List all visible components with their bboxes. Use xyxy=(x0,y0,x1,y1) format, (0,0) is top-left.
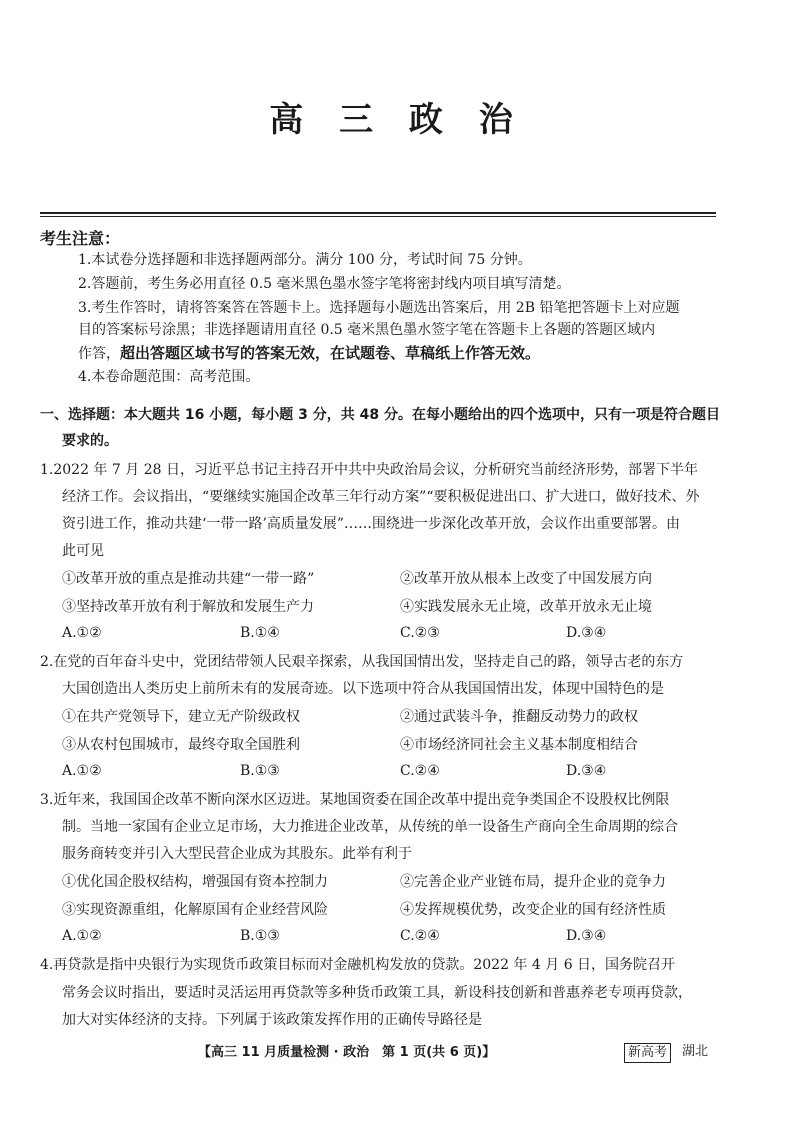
notice-item-3: 3.考生作答时，请将答案答在答题卡上。选择题每小题选出答案后，用 2B 铅笔把答题卡上对应题 xyxy=(78,300,680,316)
notice-item-2: 2.答题前，考生务必用直径 0.5 毫米黑色墨水签字笔将密封线内项目填写清楚。 xyxy=(78,276,571,292)
footer-text: 【高三 11 月质量检测 · 政治 第 1 页(共 6 页)】 xyxy=(198,1045,496,1060)
question-3-option-b[interactable]: B.①③ xyxy=(240,928,280,944)
page-title: 高 三 政 治 xyxy=(269,100,525,140)
question-2-option-a[interactable]: A.①② xyxy=(62,763,102,779)
notice-item-4: 4.本卷命题范围：高考范围。 xyxy=(78,369,260,385)
question-3-option-d[interactable]: D.③④ xyxy=(566,928,607,944)
question-1-statement-1: ①改革开放的重点是推动共建“一带一路” xyxy=(62,571,315,587)
section-heading: 一、选择题：本大题共 16 小题，每小题 3 分，共 48 分。在每小题给出的四个选项中，只有一项是符合题目 xyxy=(40,407,720,423)
notice-item-3-cont: 目的答案标号涂黑；非选择题请用直径 0.5 毫米黑色墨水签字笔在答题卡上各题的答题区域内 xyxy=(78,322,656,338)
question-3-statement-3: ③实现资源重组，化解原国有企业经营风险 xyxy=(62,902,328,918)
question-2-line-1: 2.在党的百年奋斗史中，党团结带领人民艰辛探索，从我国国情出发，坚持走自己的路，领导古老的东方 xyxy=(40,654,684,670)
question-1-statement-2: ②改革开放从根本上改变了中国发展方向 xyxy=(400,571,652,587)
question-1-line-2: 经济工作。会议指出，“要继续实施国企改革三年行动方案”“要积极促进出口、扩大进口，做好技术、外 xyxy=(62,489,700,505)
question-2-option-d[interactable]: D.③④ xyxy=(566,763,607,779)
section-heading-cont: 要求的。 xyxy=(62,433,118,449)
notice-item-3-tail: 作答，超出答题区域书写的答案无效，在试题卷、草稿纸上作答无效。 xyxy=(78,344,541,362)
question-1-option-b[interactable]: B.①④ xyxy=(240,625,280,641)
question-3-line-1: 3.近年来，我国国企改革不断向深水区迈进。某地国资委在国企改革中提出竞争类国企不设股权比例限 xyxy=(40,792,670,808)
question-2-statement-1: ①在共产党领导下，建立无产阶级政权 xyxy=(62,709,300,725)
question-3-option-c[interactable]: C.②④ xyxy=(400,928,440,944)
question-4-line-2: 常务会议时指出，要适时灵活运用再贷款等多种货币政策工具，新设科技创新和普惠养老专项再贷款， xyxy=(62,985,692,1001)
question-1-line-3: 资引进工作，推动共建‘一带一路’高质量发展”……围绕进一步深化改革开放，会议作出重要部署。由 xyxy=(62,516,681,532)
question-2-statement-2: ②通过武装斗争，推翻反动势力的政权 xyxy=(400,709,638,725)
question-1-statement-4: ④实践发展永无止境，改革开放永无止境 xyxy=(400,599,652,615)
question-1-option-a[interactable]: A.①② xyxy=(62,625,102,641)
question-3-line-3: 服务商转变并引入大型民营企业成为其股东。此举有利于 xyxy=(62,846,412,862)
notice-emphasis: 超出答题区域书写的答案无效，在试题卷、草稿纸上作答无效。 xyxy=(120,344,541,362)
question-3-option-a[interactable]: A.①② xyxy=(62,928,102,944)
notice-heading: 考生注意： xyxy=(40,229,121,248)
question-1-statement-3: ③坚持改革开放有利于解放和发展生产力 xyxy=(62,599,314,615)
question-2-statement-4: ④市场经济同社会主义基本制度相结合 xyxy=(400,737,638,753)
question-1-line-1: 1.2022 年 7 月 28 日，习近平总书记主持召开中共中央政治局会议，分析研究当前经济形势，部署下半年 xyxy=(40,462,698,478)
header-rule-thick xyxy=(40,212,716,214)
question-3-statement-2: ②完善企业产业链布局，提升企业的竞争力 xyxy=(400,874,666,890)
question-1-option-c[interactable]: C.②③ xyxy=(400,625,440,641)
question-2-option-c[interactable]: C.②④ xyxy=(400,763,440,779)
footer-region: 湖北 xyxy=(682,1044,709,1059)
question-3-statement-4: ④发挥规模优势，改变企业的国有经济性质 xyxy=(400,902,666,918)
footer-badge: 新高考 xyxy=(624,1043,671,1063)
question-4-line-1: 4.再贷款是指中央银行为实现货币政策目标而对金融机构发放的贷款。2022 年 4 月 6 日，国务院召开 xyxy=(40,957,676,973)
question-4-line-3: 加大对实体经济的支持。下列属于该政策发挥作用的正确传导路径是 xyxy=(62,1012,482,1028)
question-2-option-b[interactable]: B.①③ xyxy=(240,763,280,779)
question-2-statement-3: ③从农村包围城市，最终夺取全国胜利 xyxy=(62,737,300,753)
notice-item-1: 1.本试卷分选择题和非选择题两部分。满分 100 分，考试时间 75 分钟。 xyxy=(78,252,532,268)
question-3-statement-1: ①优化国企股权结构，增强国有资本控制力 xyxy=(62,874,328,890)
question-3-line-2: 制。当地一家国有企业立足市场，大力推进企业改革，从传统的单一设备生产商向全生命周期的综合 xyxy=(62,819,678,835)
question-1-option-d[interactable]: D.③④ xyxy=(566,625,607,641)
question-1-line-4: 此可见 xyxy=(62,543,104,559)
header-rule-thin xyxy=(40,216,716,217)
question-2-line-2: 大国创造出人类历史上前所未有的发展奇迹。以下选项中符合从我国国情出发，体现中国特色的是 xyxy=(62,681,664,697)
